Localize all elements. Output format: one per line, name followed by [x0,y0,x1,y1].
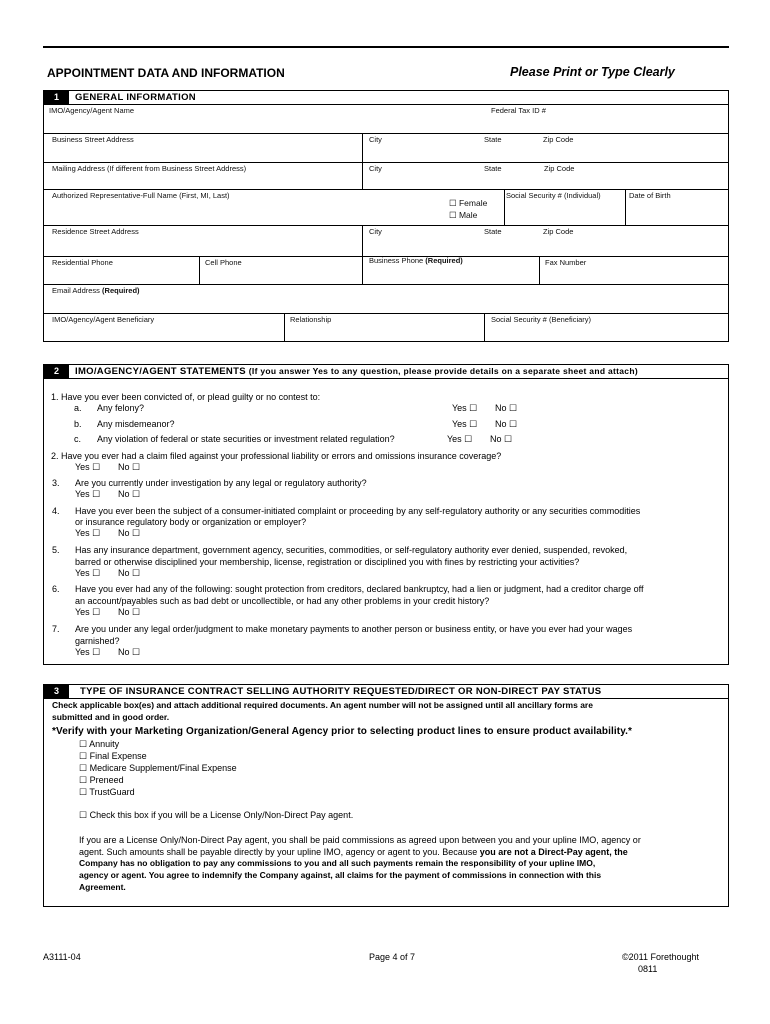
q5-no-checkbox[interactable]: No ☐ [118,568,141,578]
zip-field-1[interactable]: Zip Code [543,135,574,144]
commission-paragraph-line-4: agency or agent. You agree to indemnify the Company against, all claims for the payment of commissions in connection with this [79,870,602,880]
male-checkbox[interactable]: ☐ Male [449,210,478,220]
row-divider [44,313,728,314]
q1a-text: Any felony? [97,403,145,413]
commission-paragraph-line-2 [79,847,628,858]
col-divider [625,189,626,225]
question-4-line-1: Have you ever been the subject of a consumer-initiated complaint or proceeding by any self-regulatory authority or any securities commodities [75,506,641,516]
q1b-label: b. [74,419,82,429]
agent-name-field[interactable]: IMO/Agency/Agent Name [49,106,135,115]
product-final-expense-checkbox[interactable]: ☐ Final Expense [79,751,147,761]
city-field-3[interactable]: City [369,227,382,236]
date-code: 0811 [638,964,658,974]
q3-yes-checkbox[interactable]: Yes ☐ [75,489,101,499]
question-7-line-2: garnished? [75,636,120,646]
q1c-text: Any violation of federal or state securities or investment related regulation? [97,434,395,444]
section-2-title-text: IMO/AGENCY/AGENT STATEMENTS [75,366,246,377]
product-medicare-supplement-checkbox[interactable]: ☐ Medicare Supplement/Final Expense [79,763,237,773]
col-divider [362,162,363,189]
col-divider [362,256,363,284]
cell-phone-field[interactable]: Cell Phone [205,258,242,267]
print-note: Please Print or Type Clearly [510,65,675,79]
section-1-title: GENERAL INFORMATION [75,92,196,103]
q4-yes-checkbox[interactable]: Yes ☐ [75,528,101,538]
q7-no-checkbox[interactable]: No ☐ [118,647,141,657]
q7-yes-checkbox[interactable]: Yes ☐ [75,647,101,657]
q1b-text: Any misdemeanor? [97,419,175,429]
q4-number: 4. [52,506,60,516]
q1c-no-checkbox[interactable]: No ☐ [490,434,513,444]
ssn-beneficiary-field[interactable]: Social Security # (Beneficiary) [491,315,592,324]
section-3-number: 3 [44,685,69,698]
question-2: 2. Have you ever had a claim filed against your professional liability or errors and omissions insurance coverage? [51,451,502,461]
section-2-header [43,364,729,379]
state-field-3[interactable]: State [484,227,502,236]
row-divider [44,162,728,163]
col-divider [362,225,363,256]
col-divider [199,256,200,284]
q3-no-checkbox[interactable]: No ☐ [118,489,141,499]
col-divider [362,133,363,162]
q4-no-checkbox[interactable]: No ☐ [118,528,141,538]
question-7-line-1: Are you under any legal order/judgment to make monetary payments to another person or business entity, or have you ever had your wages [75,624,633,634]
question-3: Are you currently under investigation by any legal or regulatory authority? [75,478,367,488]
question-6-line-2: an account/payables such as bad debt or uncollectible, or had any other problems in your credit history? [75,596,490,606]
commission-paragraph-line-3: Company has no obligation to pay any commissions to you and all such payments remain the responsibility of your upline IMO, [79,858,596,868]
q6-number: 6. [52,584,60,594]
zip-field-3[interactable]: Zip Code [543,227,574,236]
q1c-yes-checkbox[interactable]: Yes ☐ [447,434,473,444]
col-divider [284,313,285,342]
general-information-grid [43,105,729,342]
ssn-individual-field[interactable]: Social Security # (Individual) [506,191,601,200]
q2-yes-checkbox[interactable]: Yes ☐ [75,462,101,472]
q1a-label: a. [74,403,82,413]
page-title: APPOINTMENT DATA AND INFORMATION [47,66,285,80]
city-field-2[interactable]: City [369,164,382,173]
section-3-header [43,684,729,699]
question-1: 1. Have you ever been convicted of, or plead guilty or no contest to: [51,392,321,402]
beneficiary-field[interactable]: IMO/Agency/Agent Beneficiary [52,315,155,324]
commission-paragraph-line-1: If you are a License Only/Non-Direct Pay agent, you shall be paid commissions as agreed upon between you and your upline IMO, agency or [79,835,641,845]
q5-yes-checkbox[interactable]: Yes ☐ [75,568,101,578]
business-phone-field[interactable] [369,256,463,265]
row-divider [44,225,728,226]
section-1-number: 1 [44,91,69,104]
q1c-label: c. [74,434,82,444]
commission-paragraph-line-2b: you are not a Direct-Pay agent, the [479,847,628,857]
auth-rep-field[interactable]: Authorized Representative-Full Name (First, MI, Last) [52,191,230,200]
q1a-no-checkbox[interactable]: No ☐ [495,403,518,413]
email-field[interactable] [52,286,140,295]
female-checkbox[interactable]: ☐ Female [449,198,488,208]
q3-number: 3. [52,478,60,488]
federal-tax-id-field[interactable]: Federal Tax ID # [491,106,546,115]
contract-authority-box [43,698,729,907]
q6-no-checkbox[interactable]: No ☐ [118,607,141,617]
q2-no-checkbox[interactable]: No ☐ [118,462,141,472]
license-only-checkbox[interactable]: ☐ Check this box if you will be a License Only/Non-Direct Pay agent. [79,810,354,820]
business-phone-required: (Required) [425,256,463,265]
question-5-line-2: barred or otherwise disciplined your membership, license, registration or disciplined you with fines by restricting your activities? [75,557,580,567]
zip-field-2[interactable]: Zip Code [544,164,575,173]
section-3-title: TYPE OF INSURANCE CONTRACT SELLING AUTHORITY REQUESTED/DIRECT OR NON-DIRECT PAY STATUS [80,686,602,697]
row-divider [44,133,728,134]
commission-paragraph-line-2a: agent. Such amounts shall be payable directly by your upline IMO, agency or agent to you. Because [79,847,480,857]
dob-field[interactable]: Date of Birth [629,191,671,200]
fax-field[interactable]: Fax Number [545,258,587,267]
col-divider [484,313,485,342]
business-street-field[interactable]: Business Street Address [52,135,134,144]
question-6-line-1: Have you ever had any of the following: sought protection from creditors, declared bankruptcy, had a lien or judgment, had a creditor charge off [75,584,644,594]
check-instructions-line-2: submitted and in good order. [52,712,170,722]
residence-street-field[interactable]: Residence Street Address [52,227,139,236]
statements-box [43,379,729,665]
check-instructions-line-1: Check applicable box(es) and attach additional required documents. An agent number will not be assigned until all ancillary forms are [52,700,593,710]
email-label: Email Address [52,286,100,295]
top-rule [43,46,729,48]
verify-note: *Verify with your Marketing Organization/General Agency prior to selecting product lines to ensure product availability.* [52,726,632,737]
relationship-field[interactable]: Relationship [290,315,332,324]
question-4-line-2: or insurance regulatory body or organization or employer? [75,517,307,527]
copyright: ©2011 Forethought [622,952,700,962]
question-5-line-1: Has any insurance department, government agency, securities, commodities, or self-regulatory authority ever denied, suspended, revoked, [75,545,628,555]
col-divider [504,189,505,225]
row-divider [44,284,728,285]
commission-paragraph-line-5: Agreement. [79,882,126,892]
q7-number: 7. [52,624,60,634]
state-field-2[interactable]: State [484,164,502,173]
residential-phone-field[interactable]: Residential Phone [52,258,113,267]
page-number: Page 4 of 7 [369,952,416,962]
form-number: A3111-04 [43,952,81,962]
q5-number: 5. [52,545,60,555]
section-2-title-note: (If you answer Yes to any question, please provide details on a separate sheet and attach) [248,366,638,376]
email-required: (Required) [102,286,140,295]
q1b-yes-checkbox[interactable]: Yes ☐ [452,419,478,429]
section-2-title [75,365,638,378]
state-field-1[interactable]: State [484,135,502,144]
product-trustguard-checkbox[interactable]: ☐ TrustGuard [79,787,135,797]
mailing-address-field[interactable]: Mailing Address (If different from Business Street Address) [52,164,247,173]
q1b-no-checkbox[interactable]: No ☐ [495,419,518,429]
q1a-yes-checkbox[interactable]: Yes ☐ [452,403,478,413]
section-1-header [43,90,729,105]
city-field-1[interactable]: City [369,135,382,144]
product-annuity-checkbox[interactable]: ☐ Annuity [79,739,120,749]
section-2-number: 2 [44,365,69,378]
col-divider [539,256,540,284]
q6-yes-checkbox[interactable]: Yes ☐ [75,607,101,617]
product-preneed-checkbox[interactable]: ☐ Preneed [79,775,124,785]
business-phone-label: Business Phone [369,256,424,265]
